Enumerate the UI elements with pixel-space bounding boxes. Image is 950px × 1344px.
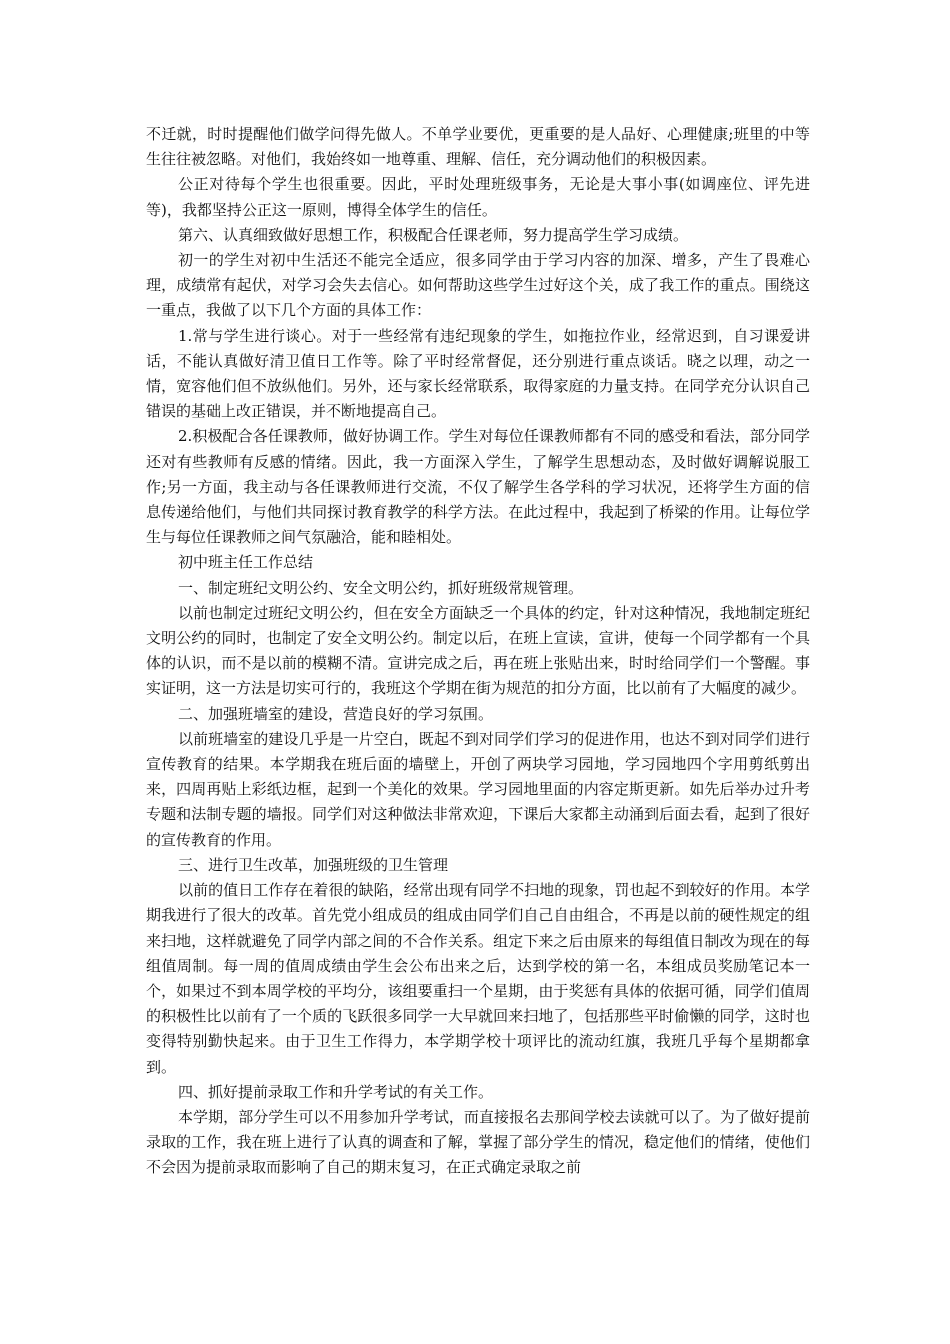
- paragraph-6: 2.积极配合各任课教师，做好协调工作。学生对每位任课教师都有不同的感受和看法，部分同学还对有些教师有反感的情绪。因此，我一方面深入学生，了解学生思想动态，及时做好调解说服工作;另一方面，我主动与各任课教师进行交流，不仅了解学生各学科的学习状况，还将学生方面的信息传递给他们，与他们共同探讨教育教学的科学方法。在此过程中，我起到了桥梁的作用。让每位学生与每位任课教师之间气氛融洽，能和睦相处。: [146, 427, 810, 547]
- section-title: 初中班主任工作总结: [178, 553, 314, 572]
- heading-4: 四、抓好提前录取工作和升学考试的有关工作。: [178, 1082, 494, 1101]
- paragraph-5: 1.常与学生进行谈心。对于一些经常有违纪现象的学生，如拖拉作业，经常迟到，自习课爱讲话，不能认真做好清卫值日工作等。除了平时经常督促，还分别进行重点谈话。晓之以理，动之一情，宽容他们但不放纵他们。另外，还与家长经常联系，取得家庭的力量支持。在同学充分认识自己错误的基础上改正错误，并不断地提高自己。: [146, 326, 810, 421]
- paragraph-11: 以前班墙室的建设几乎是一片空白，既起不到对同学们学习的促进作用，也达不到对同学们进行宣传教育的结果。本学期我在班后面的墙壁上，开创了两块学习园地，学习园地四个字用剪纸剪出来，四周再贴上彩纸边框，起到一个美化的效果。学习园地里面的内容定斯更新。如先后举办过升考专题和法制专题的墙报。同学们对这种做法非常欢迎，下课后大家都主动涌到后面去看，起到了很好的宣传教育的作用。: [146, 729, 810, 849]
- paragraph-15: 本学期，部分学生可以不用参加升学考试，而直接报名去那间学校去读就可以了。为了做好提前录取的工作，我在班上进行了认真的调查和了解，掌握了部分学生的情况，稳定他们的情绪，使他们不会因为提前录取而影响了自己的期末复习，在正式确定录取之前: [146, 1107, 810, 1177]
- paragraph-2: 公正对待每个学生也很重要。因此，平时处理班级事务，无论是大事小事(如调座位、评先进等)，我都坚持公正这一原则，博得全体学生的信任。: [146, 175, 810, 219]
- paragraph-3-heading: 第六、认真细致做好思想工作，积极配合任课老师，努力提高学生学习成绩。: [178, 225, 689, 244]
- heading-2: 二、加强班墙室的建设，营造良好的学习氛围。: [178, 704, 494, 723]
- document-page: [146, 122, 810, 1181]
- paragraph-9: 以前也制定过班纪文明公约，但在安全方面缺乏一个具体的约定，针对这种情况，我地制定班纪文明公约的同时，也制定了安全文明公约。制定以后，在班上宣读，宣讲，使每一个同学都有一个具体的认识，而不是以前的模糊不清。宣讲完成之后，再在班上张贴出来，时时给同学们一个警醒。事实证明，这一方法是切实可行的，我班这个学期在街为规范的扣分方面，比以前有了大幅度的减少。: [146, 603, 810, 698]
- heading-1: 一、制定班纪文明公约、安全文明公约，抓好班级常规管理。: [178, 578, 584, 597]
- paragraph-1: 不迁就，时时提醒他们做学问得先做人。不单学业要优，更重要的是人品好、心理健康;班里的中等生往往被忽略。对他们，我始终如一地尊重、理解、信任，充分调动他们的积极因素。: [146, 125, 810, 169]
- paragraph-4: 初一的学生对初中生活还不能完全适应，很多同学由于学习内容的加深、增多，产生了畏难心理，成绩常有起伏，对学习会失去信心。如何帮助这些学生过好这个关，成了我工作的重点。围绕这一重点，我做了以下几个方面的具体工作：: [146, 251, 810, 320]
- paragraph-13: 以前的值日工作存在着很的缺陷，经常出现有同学不扫地的现象，罚也起不到较好的作用。本学期我进行了很大的改革。首先党小组成员的组成由同学们自己自由组合，不再是以前的硬性规定的组来扫地，这样就避免了同学内部之间的不合作关系。组定下来之后由原来的每组值日制改为现在的每组值周制。每一周的值周成绩由学生会公布出来之后，达到学校的第一名，本组成员奖励笔记本一个，如果过不到本周学校的平均分，该组要重扫一个星期，由于奖惩有具体的依据可循，同学们值周的积极性比以前有了一个质的飞跃很多同学一大早就回来扫地了，包括那些平时偷懒的同学，这时也变得特别勤快起来。由于卫生工作得力，本学期学校十项评比的流动红旗，我班几乎每个星期都拿到。: [146, 881, 810, 1076]
- heading-3: 三、进行卫生改革，加强班级的卫生管理: [178, 855, 449, 874]
